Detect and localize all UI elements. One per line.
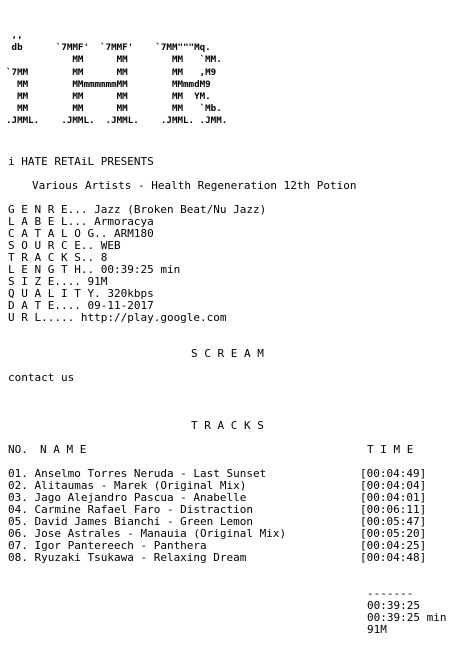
- info-url: U R L..... http://play.google.com: [8, 311, 227, 324]
- track-title: 06. Jose Astrales - Manauia (Original Mix): [8, 527, 287, 540]
- tracks-header-name: N A M E: [40, 443, 87, 456]
- info-quality: Q U A L I T Y. 320kbps: [8, 287, 154, 300]
- track-list: [8, 468, 450, 564]
- presents-line: i HATE RETAiL PRESENTS: [8, 155, 154, 168]
- info-source: S O U R C E.. WEB: [8, 239, 121, 252]
- info-date: D A T E.... 09-11-2017: [8, 299, 154, 312]
- total-time-min: 00:39:25 min: [367, 611, 447, 624]
- info-length: L E N G T H.. 00:39:25 min: [8, 263, 181, 276]
- track-time: [00:04:01]: [360, 491, 427, 504]
- totals-block: [367, 588, 446, 636]
- tracks-header-time: T I M E: [367, 443, 414, 456]
- release-info: [8, 204, 266, 324]
- info-genre: G E N R E... Jazz (Broken Beat/Nu Jazz): [8, 203, 267, 216]
- track-title: 07. Igor Pantereech - Panthera: [8, 539, 207, 552]
- track-time: [00:04:48]: [360, 551, 427, 564]
- total-size: 91M: [367, 623, 387, 636]
- info-tracks: T R A C K S.. 8: [8, 251, 108, 264]
- tracks-heading: T R A C K S: [191, 419, 264, 432]
- track-time: [00:04:25]: [360, 539, 427, 552]
- info-label: L A B E L... Armoracya: [8, 215, 154, 228]
- info-catalog: C A T A L O G.. ARM180: [8, 227, 154, 240]
- track-title: 08. Ryuzaki Tsukawa - Relaxing Dream: [8, 551, 247, 564]
- track-time: [00:05:47]: [360, 515, 427, 528]
- hr-ascii-logo: ,, db `7MMF' `7MMF' `7MM"""Mq. MM MM MM `MM. `7MM MM MM MM ,M9 MM MMmmmmmmMM MMmmdM9 MM MM MM MM YM. MM MM MM MM `Mb. .JMML. .JMML. .JMML. .JMML. .JMM.: [6, 30, 228, 127]
- track-title: 05. David James Bianchi - Green Lemon: [8, 515, 254, 528]
- track-title: 02. Alitaumas - Marek (Original Mix): [8, 479, 247, 492]
- scream-heading: S C R E A M: [191, 347, 264, 360]
- track-row: [8, 552, 450, 564]
- track-title: 04. Carmine Rafael Faro - Distraction: [8, 503, 254, 516]
- track-title: 03. Jago Alejandro Pascua - Anabelle: [8, 491, 247, 504]
- totals-separator: -------: [367, 587, 414, 600]
- track-time: [00:06:11]: [360, 503, 427, 516]
- total-time: 00:39:25: [367, 599, 420, 612]
- info-size: S I Z E.... 91M: [8, 275, 108, 288]
- track-time: [00:05:20]: [360, 527, 427, 540]
- release-title: Various Artists - Health Regeneration 12th Potion: [32, 179, 357, 192]
- tracks-header-no: NO.: [8, 443, 28, 456]
- contact-link[interactable]: contact us: [8, 371, 75, 384]
- track-time: [00:04:04]: [360, 479, 427, 492]
- track-title: 01. Anselmo Torres Neruda - Last Sunset: [8, 467, 267, 480]
- track-time: [00:04:49]: [360, 467, 427, 480]
